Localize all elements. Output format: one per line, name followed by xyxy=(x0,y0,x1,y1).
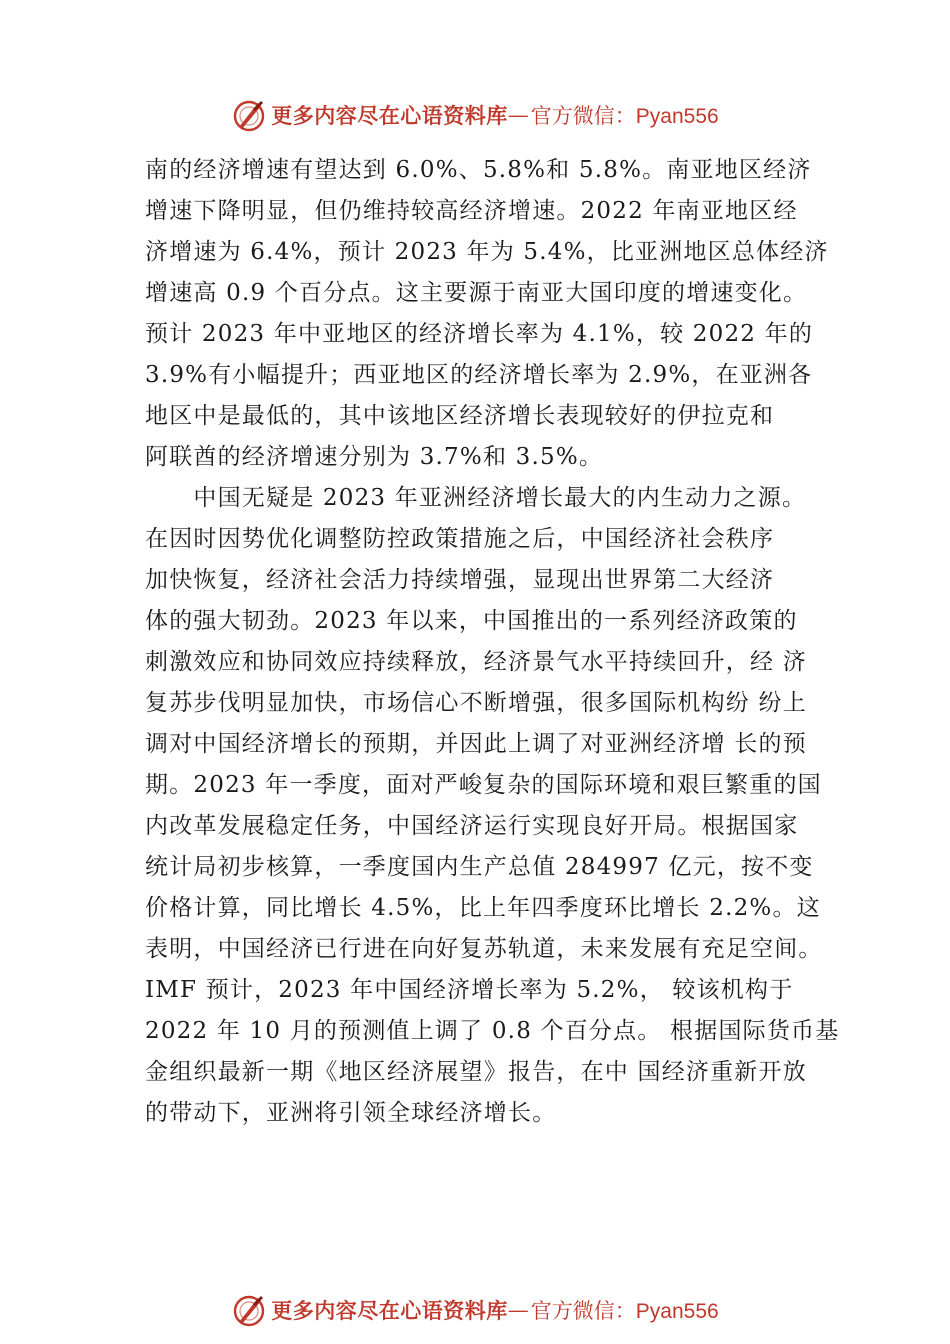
body-line: 济增速为 6.4%，预计 2023 年为 5.4%，比亚洲地区总体经济 xyxy=(145,239,829,265)
watermark-brand-text: 更多内容尽在心语资料库 xyxy=(271,1298,508,1323)
body-line: 3.9%有小幅提升；西亚地区的经济增长率为 2.9%，在亚洲各 xyxy=(145,362,813,388)
body-line: 复苏步伐明显加快，市场信心不断增强，很多国际机构纷 纷上 xyxy=(145,690,807,716)
body-line: 地区中是最低的，其中该地区经济增长表现较好的伊拉克和 xyxy=(145,403,775,429)
body-line: 2022 年 10 月的预测值上调了 0.8 个百分点。 根据国际货币基 xyxy=(145,1018,840,1044)
watermark-contact-text: 官方微信：Pyan556 xyxy=(530,1300,719,1323)
body-line: 阿联酋的经济增速分别为 3.7%和 3.5%。 xyxy=(145,444,604,470)
quill-seal-icon xyxy=(231,1292,267,1328)
body-line: 期。2023 年一季度，面对严峻复杂的国际环境和艰巨繁重的国 xyxy=(145,772,822,798)
body-line: 增速高 0.9 个百分点。这主要源于南亚大国印度的增速变化。 xyxy=(145,280,808,306)
body-line: 调对中国经济增长的预期，并因此上调了对亚洲经济增 长的预 xyxy=(145,731,807,757)
body-line: 的带动下，亚洲将引领全球经济增长。 xyxy=(145,1100,557,1126)
footer-watermark xyxy=(0,1290,950,1330)
body-line: 南的经济增速有望达到 6.0%、5.8%和 5.8%。南亚地区经济 xyxy=(145,157,812,183)
header-watermark xyxy=(0,95,950,135)
body-line: 表明，中国经济已行进在向好复苏轨道，未来发展有充足空间。 xyxy=(145,936,823,962)
watermark-separator: — xyxy=(507,103,529,127)
body-line: 内改革发展稳定任务，中国经济运行实现良好开局。根据国家 xyxy=(145,813,799,839)
body-line: 体的强大韧劲。2023 年以来，中国推出的一系列经济政策的 xyxy=(145,608,798,634)
body-line: 金组织最新一期《地区经济展望》报告，在中 国经济重新开放 xyxy=(145,1059,807,1085)
body-line: IMF 预计，2023 年中国经济增长率为 5.2%， 较该机构于 xyxy=(145,977,794,1003)
quill-seal-icon xyxy=(231,97,267,133)
body-line: 增速下降明显，但仍维持较高经济增速。2022 年南亚地区经 xyxy=(145,198,798,224)
body-line: 加快恢复，经济社会活力持续增强，显现出世界第二大经济 xyxy=(145,567,775,593)
watermark-brand-text: 更多内容尽在心语资料库 xyxy=(271,103,508,128)
body-line: 在因时因势优化调整防控政策措施之后，中国经济社会秩序 xyxy=(145,526,775,552)
body-line: 统计局初步核算，一季度国内生产总值 284997 亿元，按不变 xyxy=(145,854,814,880)
body-line: 预计 2023 年中亚地区的经济增长率为 4.1%，较 2022 年的 xyxy=(145,321,814,347)
document-body xyxy=(145,150,840,1134)
body-line: 中国无疑是 2023 年亚洲经济增长最大的内生动力之源。 xyxy=(145,485,807,511)
watermark-contact-text: 官方微信：Pyan556 xyxy=(530,105,719,128)
body-line: 刺激效应和协同效应持续释放，经济景气水平持续回升，经 济 xyxy=(145,649,807,675)
body-line: 价格计算，同比增长 4.5%，比上年四季度环比增长 2.2%。这 xyxy=(145,895,821,921)
watermark-separator: — xyxy=(507,1298,529,1322)
